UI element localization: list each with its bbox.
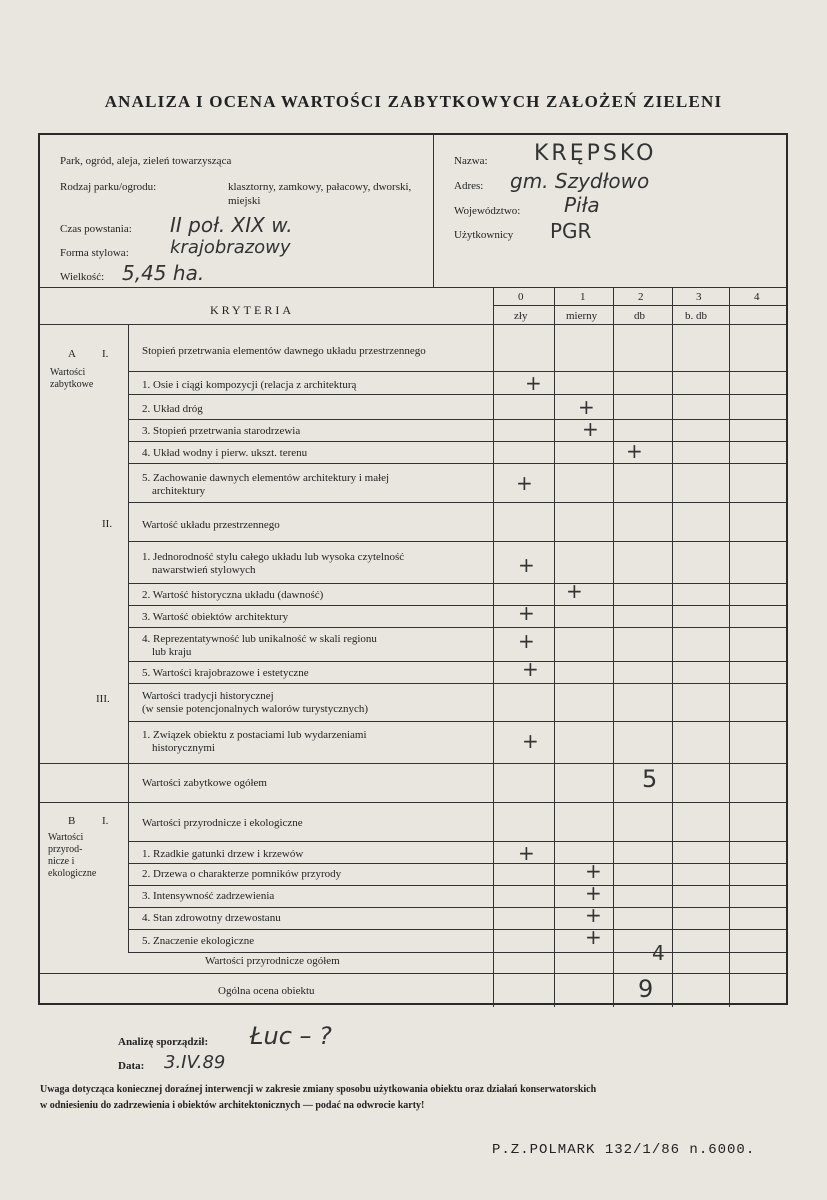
wojewodztwo-label: Województwo: [454,205,521,217]
row-a2-4b: lub kraju [152,646,192,658]
col-2-num: 2 [638,291,644,303]
mark-b-3: + [585,881,602,905]
mark-b-5: + [585,925,602,949]
row-b-4: 4. Stan zdrowotny drzewostanu [142,912,281,924]
mark-b-4: + [585,903,602,927]
data-label: Data: [118,1060,145,1072]
uwaga-line2: w odniesieniu do zadrzewienia i obiektów architektonicznych — podać na odwrocie karty! [40,1100,425,1111]
score-ogolna: 9 [638,975,654,1003]
row-a1-4: 4. Układ wodny i pierw. ukszt. terenu [142,447,308,459]
zabytkowe-total-label: Wartości zabytkowe ogółem [142,777,267,789]
adres-value: gm. Szydłowo [510,169,650,193]
section-a-letter: A [68,348,76,360]
group-a1: Stopień przetrwania elementów dawnego układu przestrzennego [142,345,426,357]
group-b1: Wartości przyrodnicze i ekologiczne [142,817,303,829]
section-a-name2: zabytkowe [50,379,94,390]
col-3-label: b. db [685,310,707,322]
mark-a1-4: + [626,439,643,463]
mark-b-1: + [518,841,535,865]
mark-a1-5: + [516,471,533,495]
row-a2-4a: 4. Reprezentatywność lub unikalność w skali regionu [142,633,377,645]
mark-b-2: + [585,859,602,883]
row-a2-3: 3. Wartość obiektów architektury [142,611,289,623]
col-2-label: db [634,310,645,322]
row-b-1: 1. Rzadkie gatunki drzew i krzewów [142,848,304,860]
row-a2-1b: nawarstwień stylowych [152,564,256,576]
group-a3-line1: Wartości tradycji historycznej [142,690,274,702]
mark-a2-1: + [518,553,535,577]
col-1-label: mierny [566,310,598,322]
group-a2: Wartość układu przestrzennego [142,519,280,531]
row-a2-2: 2. Wartość historyczna układu (dawność) [142,589,324,601]
mark-a1-2: + [578,395,595,419]
col-3-num: 3 [696,291,702,303]
data-value: 3.IV.89 [164,1052,226,1073]
row-a3-1b: historycznymi [152,742,215,754]
group-a3-roman: III. [96,693,110,705]
group-a3-line2: (w sensie potencjonalnych walorów turystycznych) [142,703,369,715]
kryteria-label: KRYTERIA [210,303,294,317]
col-0-label: zły [514,310,528,322]
forma-label: Forma stylowa: [60,247,129,259]
col-1-num: 1 [580,291,586,303]
section-b-name4: ekologiczne [48,868,97,879]
section-a-name1: Wartości [50,367,86,378]
rodzaj-label: Rodzaj parku/ogrodu: [60,181,157,193]
col-4-num: 4 [754,291,760,303]
evaluation-form [38,133,788,1005]
page-title: ANALIZA I OCENA WARTOŚCI ZABYTKOWYCH ZAŁOŻEŃ ZIELENI [104,92,723,111]
row-a1-5b: architektury [152,485,206,497]
section-a-roman: I. [102,348,109,360]
mark-a2-2: + [566,579,583,603]
nazwa-value: KRĘPSKO [534,141,657,166]
czas-value: II poł. XIX w. [170,213,293,237]
row-a2-5: 5. Wartości krajobrazowe i estetyczne [142,667,309,679]
section-b-name1: Wartości [48,832,84,843]
czas-label: Czas powstania: [60,223,132,235]
section-b-name3: nicze i [48,856,75,867]
mark-a3-1: + [522,729,539,753]
col-0-num: 0 [518,291,524,303]
section-b-roman: I. [102,815,109,827]
row-b-3: 3. Intensywność zadrzewienia [142,890,275,902]
mark-a2-3: + [518,601,535,625]
uzytkownicy-value: PGR [550,219,592,243]
mark-a1-1: + [525,371,542,395]
forma-value: krajobrazowy [170,237,291,258]
score-przyrodnicze: 4 [652,941,665,965]
analize-label: Analizę sporządził: [118,1036,209,1048]
row-b-2: 2. Drzewa o charakterze pomników przyrody [142,868,342,880]
wojewodztwo-value: Piła [564,193,600,217]
rodzaj-options-2: miejski [228,195,261,207]
row-a1-2: 2. Układ dróg [142,403,203,415]
section-b-name2: przyrod- [48,844,83,855]
park-label: Park, ogród, aleja, zieleń towarzysząca [60,155,232,167]
mark-a2-4: + [518,629,535,653]
uwaga-line1: Uwaga dotycząca koniecznej doraźnej interwencji w zakresie zmiany sposobu użytkowania obiektu oraz działań konserwatorskich [40,1084,597,1095]
group-a2-roman: II. [102,518,113,530]
score-zabytkowe: 5 [642,765,658,793]
analize-signature: Łuc – ? [250,1022,332,1050]
row-a3-1a: 1. Związek obiektu z postaciami lub wydarzeniami [142,729,367,741]
ogolna-label: Ogólna ocena obiektu [218,985,315,997]
row-a2-1a: 1. Jednorodność stylu całego układu lub wysoka czytelność [142,551,405,563]
adres-label: Adres: [454,180,484,192]
section-b-letter: B [68,815,76,827]
row-a1-3: 3. Stopień przetrwania starodrzewia [142,425,301,437]
nazwa-label: Nazwa: [454,155,488,167]
uzytkownicy-label: Użytkownicy [454,229,514,241]
wielkosc-value: 5,45 ha. [122,261,205,285]
rodzaj-options: klasztorny, zamkowy, pałacowy, dworski, [228,181,412,193]
row-a1-1: 1. Osie i ciągi kompozycji (relacja z architekturą [142,379,357,391]
row-a1-5a: 5. Zachowanie dawnych elementów architektury i małej [142,472,390,484]
przyrodnicze-total-label: Wartości przyrodnicze ogółem [205,955,340,967]
mark-a2-5: + [522,657,539,681]
mark-a1-3: + [582,417,599,441]
row-b-5: 5. Znaczenie ekologiczne [142,935,255,947]
print-code: P.Z.POLMARK 132/1/86 n.6000. [492,1142,756,1158]
wielkosc-label: Wielkość: [60,271,105,283]
